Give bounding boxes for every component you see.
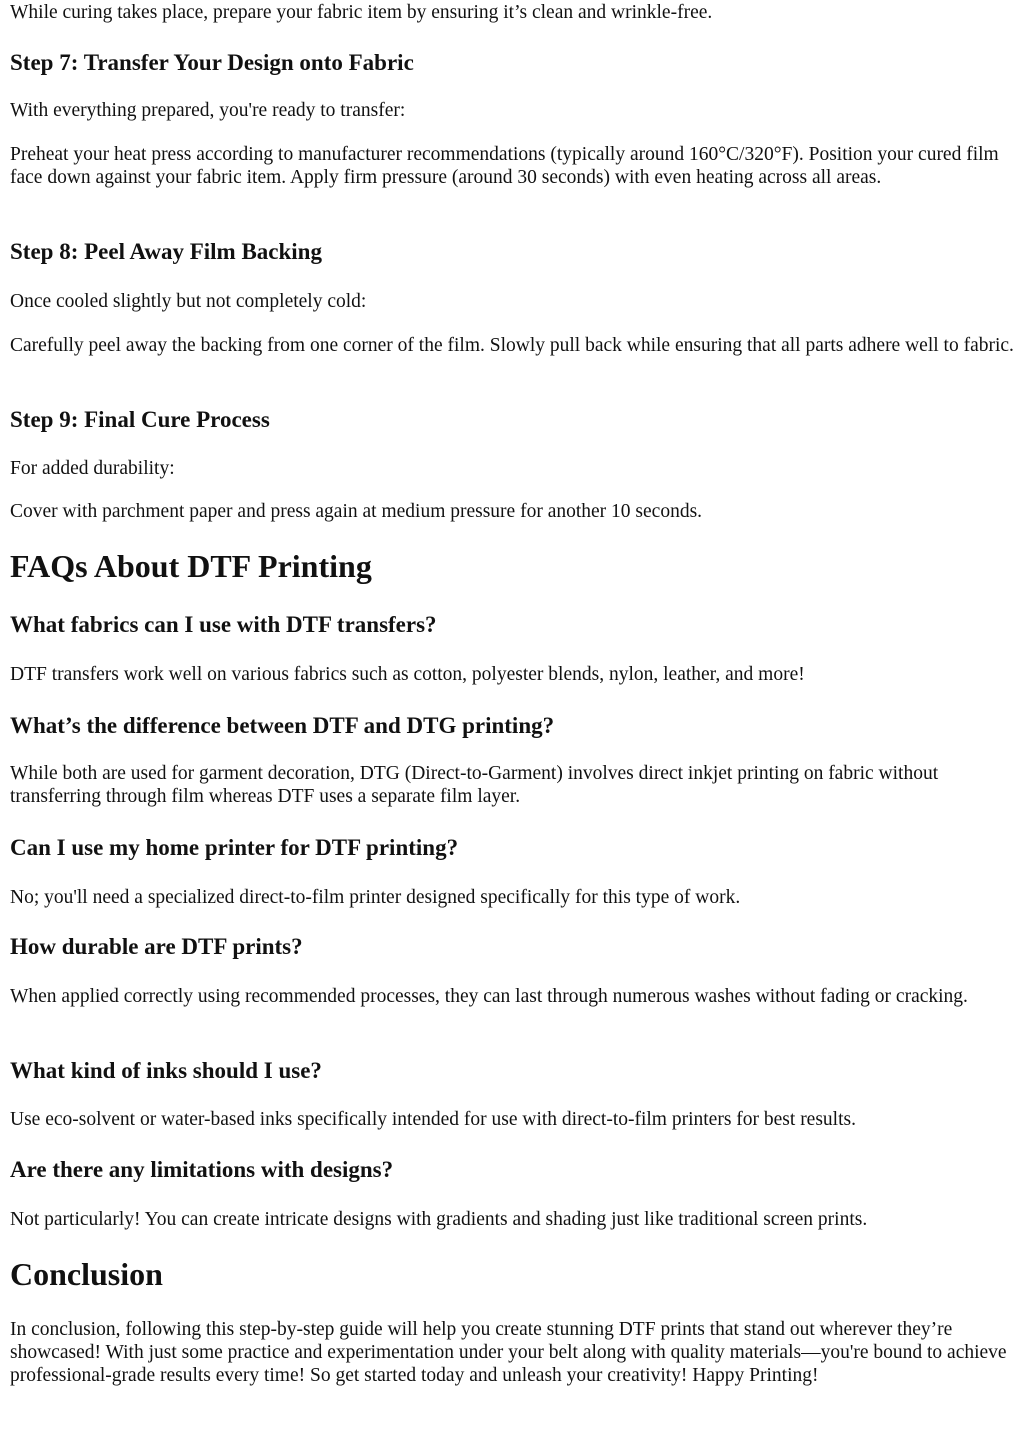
step-8-body: Carefully peel away the backing from one corner of the film. Slowly pull back while ensuring that all parts adhere well to fabric. <box>10 335 1014 356</box>
step-7-body: Preheat your heat press according to manufacturer recommendations (typically around 160°C/320°F). Position your cured film face down against your fabric item. Apply firm pressure (around 30 seconds) with even heating across all areas. <box>10 144 999 188</box>
faq-answer: Not particularly! You can create intricate designs with gradients and shading just like traditional screen prints. <box>10 1209 868 1230</box>
faq-question: What fabrics can I use with DTF transfers? <box>10 612 437 637</box>
faq-answer: DTF transfers work well on various fabrics such as cotton, polyester blends, nylon, leather, and more! <box>10 664 805 685</box>
step-7-lead: With everything prepared, you're ready to transfer: <box>10 100 406 121</box>
faq-answer: When applied correctly using recommended processes, they can last through numerous washes without fading or cracking. <box>10 986 968 1007</box>
step-9-body: Cover with parchment paper and press again at medium pressure for another 10 seconds. <box>10 501 703 522</box>
faq-answer: No; you'll need a specialized direct-to-film printer designed specifically for this type of work. <box>10 887 741 908</box>
step-8-lead: Once cooled slightly but not completely cold: <box>10 291 367 312</box>
faqs-heading: FAQs About DTF Printing <box>10 548 372 584</box>
step-8-heading: Step 8: Peel Away Film Backing <box>10 239 322 264</box>
faq-question: Can I use my home printer for DTF printing? <box>10 835 459 860</box>
faq-question: How durable are DTF prints? <box>10 934 303 959</box>
faq-question: What’s the difference between DTF and DTG printing? <box>10 713 555 738</box>
faq-question: What kind of inks should I use? <box>10 1058 322 1083</box>
step-7-heading: Step 7: Transfer Your Design onto Fabric <box>10 50 414 75</box>
conclusion-heading: Conclusion <box>10 1256 163 1292</box>
faq-answer: Use eco-solvent or water-based inks specifically intended for use with direct-to-film printers for best results. <box>10 1109 856 1130</box>
step-9-heading: Step 9: Final Cure Process <box>10 407 270 432</box>
faq-question: Are there any limitations with designs? <box>10 1157 394 1182</box>
intro-paragraph: While curing takes place, prepare your fabric item by ensuring it’s clean and wrinkle-free. <box>10 2 713 23</box>
conclusion-body: In conclusion, following this step-by-step guide will help you create stunning DTF prints that stand out wherever they’re showcased! With just some practice and experimentation under your belt along with quality materials—you're bound to achieve professional-grade results every time! So get started today and unleash your creativity! Happy Printing! <box>10 1319 1007 1386</box>
step-9-lead: For added durability: <box>10 458 175 479</box>
faq-answer: While both are used for garment decoration, DTG (Direct-to-Garment) involves direct inkjet printing on fabric without transferring through film whereas DTF uses a separate film layer. <box>10 763 939 807</box>
